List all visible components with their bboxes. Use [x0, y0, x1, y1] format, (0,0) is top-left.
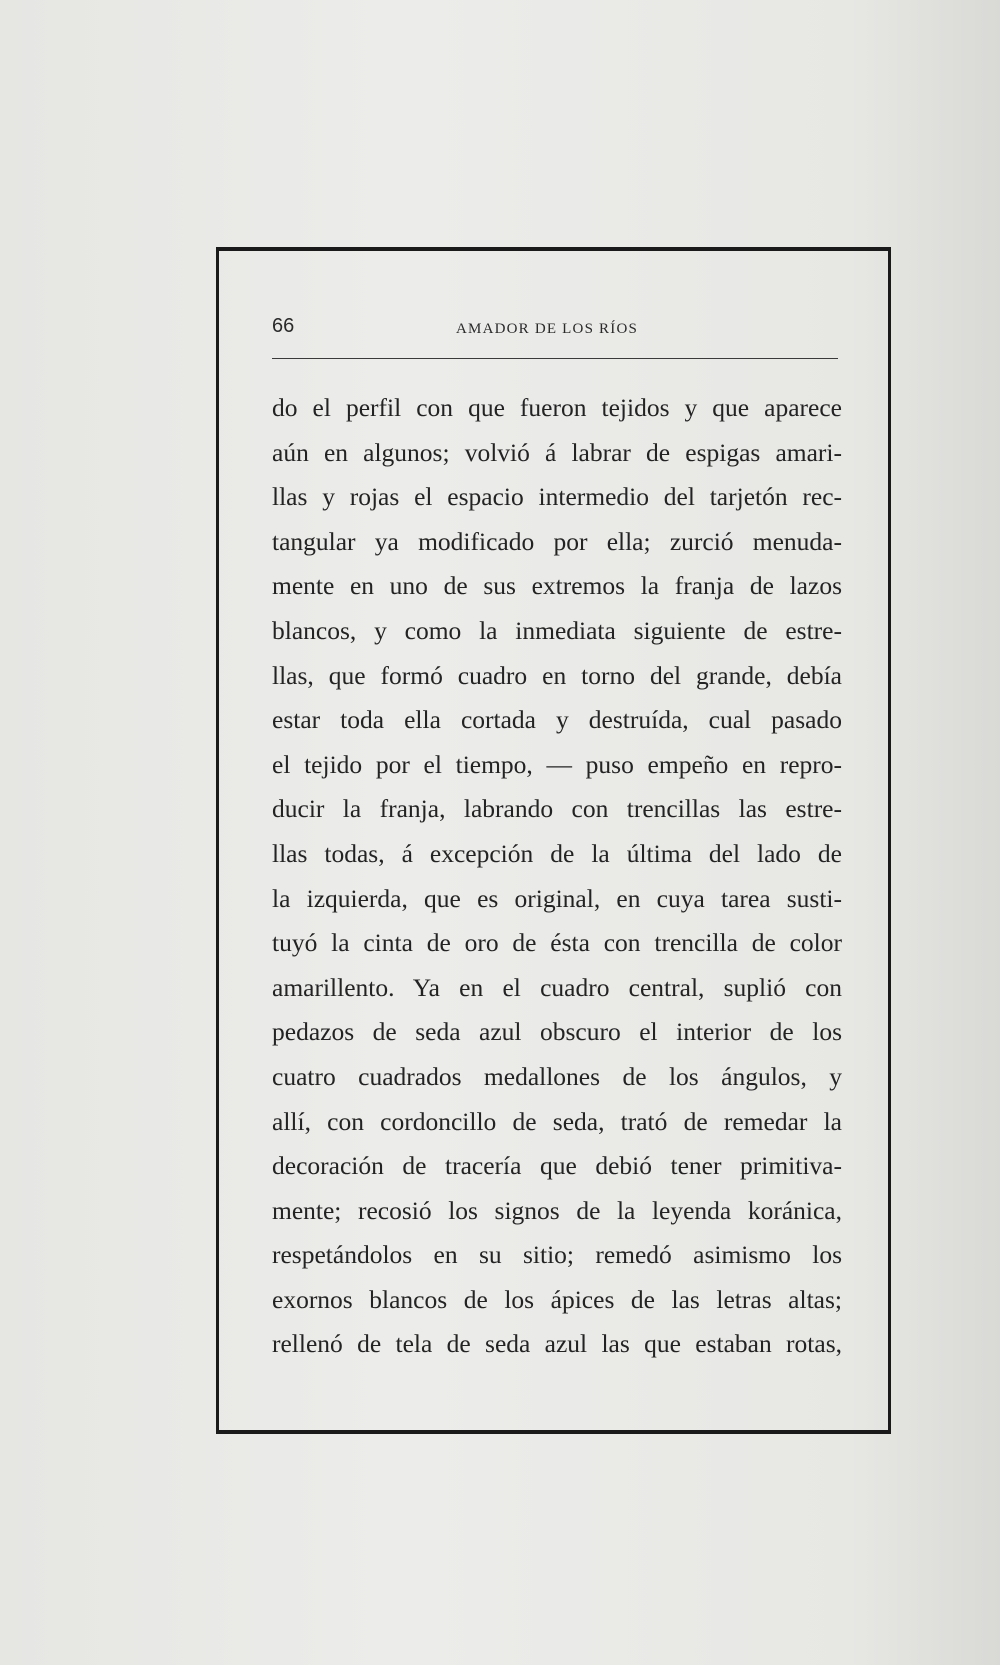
text-line: do el perfil con que fueron tejidos y que aparece [272, 393, 842, 422]
text-line: llas, que formó cuadro en torno del grande, debía [272, 660, 842, 690]
text-line: decoración de tracería que debió tener primitiva- [272, 1151, 842, 1181]
text-line: mente en uno de sus extremos la franja de lazos [272, 571, 842, 601]
text-line: exornos blancos de los ápices de las letras altas; [272, 1284, 842, 1314]
text-line: tangular ya modificado por ella; zurció menuda- [272, 526, 842, 556]
text-line: el tejido por el tiempo, — puso empeño en repro- [272, 749, 842, 779]
text-line: llas todas, á excepción de la última del lado de [272, 838, 842, 868]
text-line: estar toda ella cortada y destruída, cual pasado [272, 705, 842, 735]
text-line: pedazos de seda azul obscuro el interior de los [272, 1017, 842, 1047]
page-number: 66 [272, 315, 295, 337]
text-line: mente; recosió los signos de la leyenda koránica, [272, 1195, 842, 1225]
text-line: rellenó de tela de seda azul las que estaban rotas, [272, 1329, 842, 1359]
text-line: llas y rojas el espacio intermedio del tarjetón rec- [272, 482, 842, 512]
header-rule [272, 358, 838, 359]
text-line: tuyó la cinta de oro de ésta con trencilla de color [272, 928, 842, 958]
text-line: cuatro cuadrados medallones de los ángulos, y [272, 1061, 842, 1091]
running-title: AMADOR DE LOS RÍOS [456, 321, 639, 337]
text-line: amarillento. Ya en el cuadro central, suplió con [272, 972, 842, 1002]
running-head [272, 315, 838, 345]
body-text [272, 386, 842, 1367]
text-line: respetándolos en su sitio; remedó asimismo los [272, 1240, 842, 1270]
text-line: blancos, y como la inmediata siguiente de estre- [272, 615, 842, 645]
text-line: allí, con cordoncillo de seda, trató de remedar la [272, 1106, 842, 1136]
text-line: ducir la franja, labrando con trencillas las estre- [272, 794, 842, 824]
text-line: la izquierda, que es original, en cuya tarea susti- [272, 883, 842, 913]
text-line: aún en algunos; volvió á labrar de espigas amari- [272, 437, 842, 467]
